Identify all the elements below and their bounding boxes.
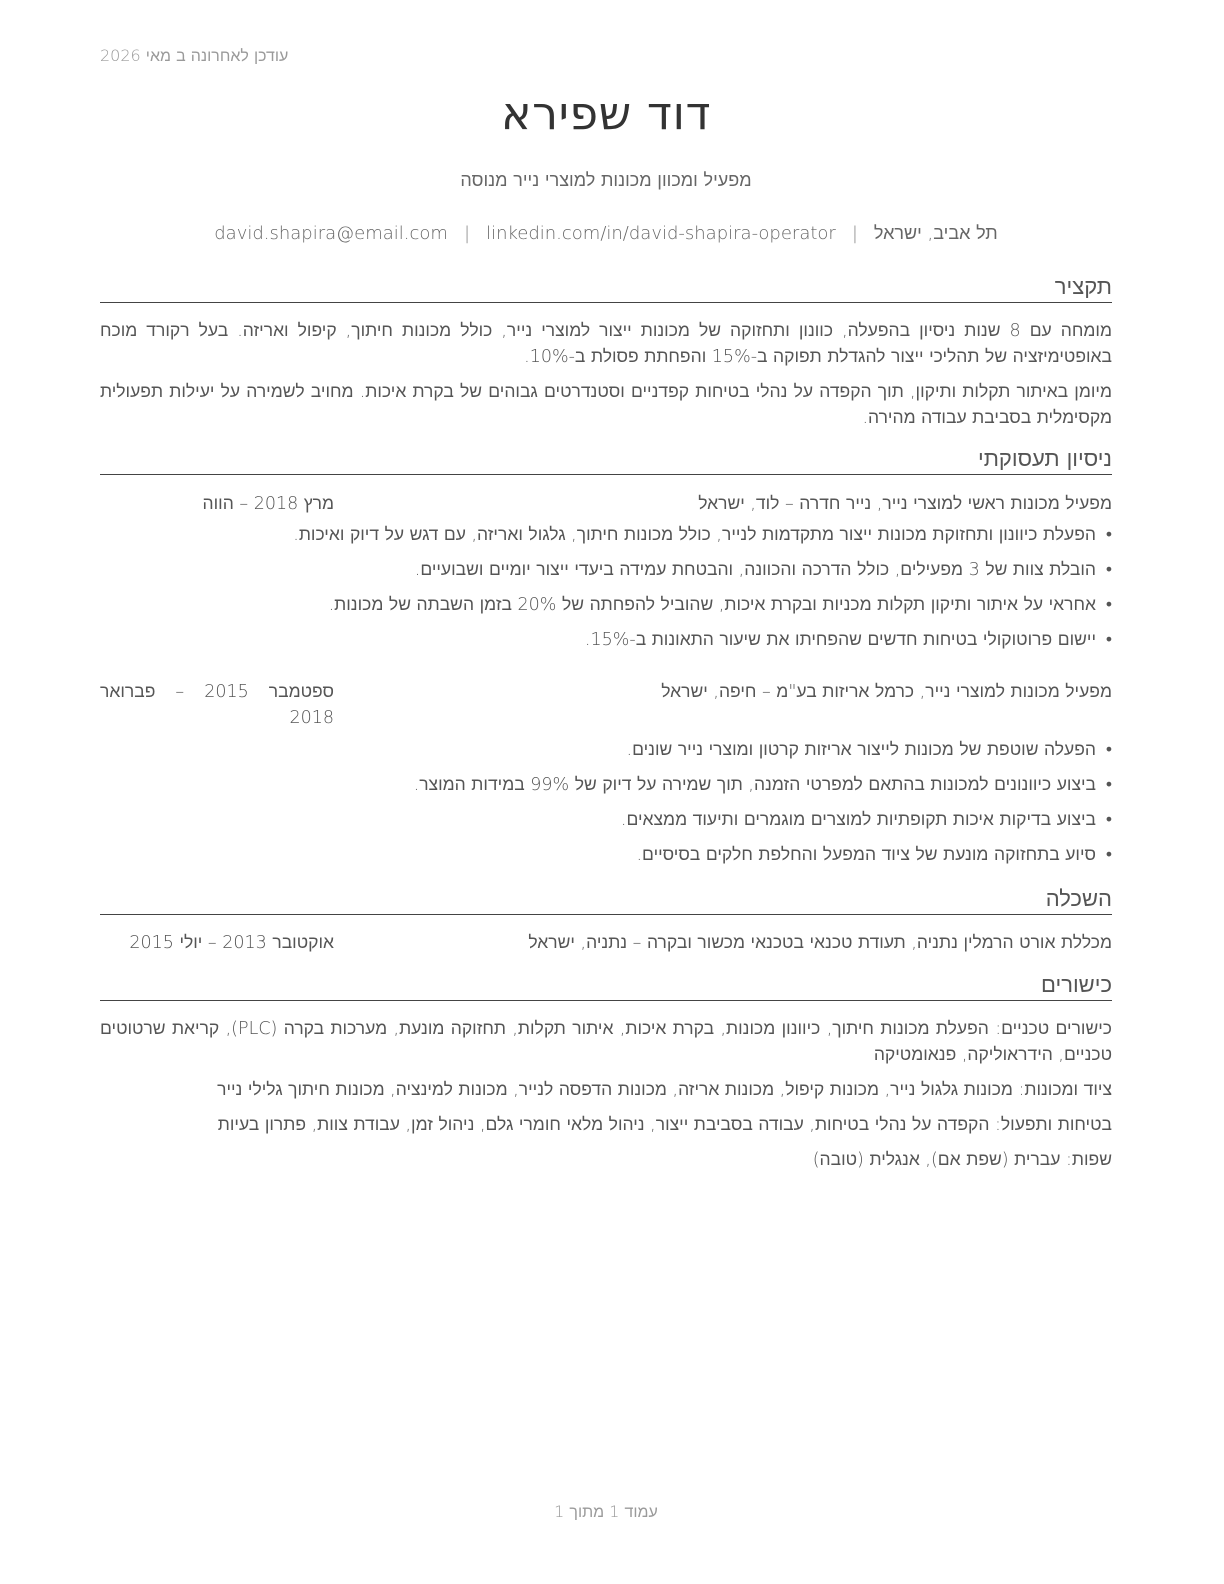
- job-bullets: [100, 522, 1112, 662]
- bullet-icon: •: [1105, 595, 1112, 615]
- job-bullets: [100, 737, 1112, 877]
- education-dates: אוקטובר 2013 – יולי 2015: [129, 933, 334, 953]
- section-title-skills: כישורים: [100, 972, 1112, 1001]
- list-item: • הובלת צוות של 3 מפעילים, כולל הדרכה והכוונה, והבטחת עמידה ביעדי ייצור יומיים ושבועיים.: [100, 557, 1112, 592]
- skills-line: ציוד ומכונות: מכונות גלגול נייר, מכונות קיפול, מכונות אריזה, מכונות הדפסה לנייר, מכונות למינציה, מכונות חיתוך גלילי נייר: [217, 1080, 1112, 1100]
- section-title-summary: תקציר: [100, 274, 1112, 303]
- list-item: • יישום פרוטוקולי בטיחות חדשים שהפחיתו את שיעור התאונות ב-15%.: [100, 627, 1112, 662]
- bullet-icon: •: [1105, 560, 1112, 580]
- contact-separator: |: [851, 223, 858, 244]
- contact-email[interactable]: david.shapira@email.com: [214, 223, 448, 244]
- list-item: • הפעלה שוטפת של מכונות לייצור אריזות קרטון ומוצרי נייר שונים.: [100, 737, 1112, 772]
- list-item: • סיוע בתחזוקה מונעת של ציוד המפעל והחלפת חלקים בסיסיים.: [100, 842, 1112, 877]
- skills-line: כישורים טכניים: הפעלת מכונות חיתוך, כיוונון מכונות, בקרת איכות, איתור תקלות, תחזוקה מונעת, מערכות בקרה (PLC), קריאת שרטוטים טכניים, הידראוליקה, פנאומטיקה: [100, 1019, 1112, 1065]
- bullet-icon: •: [1105, 740, 1112, 760]
- section-title-education: השכלה: [100, 886, 1112, 915]
- job-title: מפעיל מכונות למוצרי נייר, כרמל אריזות בע"מ – חיפה, ישראל: [661, 682, 1112, 702]
- job-dates: ספטמבר 2015 – פברואר 2018: [100, 682, 335, 728]
- bullet-icon: •: [1105, 775, 1112, 795]
- bullet-icon: •: [1105, 525, 1112, 545]
- section-title-experience: ניסיון תעסוקתי: [100, 446, 1112, 475]
- summary-paragraph: מומחה עם 8 שנות ניסיון בהפעלה, כוונון ותחזוקה של מכונות ייצור למוצרי נייר, כולל מכונות חיתוך, קיפול ואריזה. בעל רקורד מוכח באופטימיזציה של תהליכי ייצור להגדלת תפוקה ב-15% והפחתת פסולת ב-10%.: [100, 321, 1112, 367]
- job-header: [100, 491, 1112, 521]
- contact-line: [100, 223, 1112, 244]
- skills-line: שפות: עברית (שפת אם), אנגלית (טובה): [812, 1150, 1112, 1170]
- list-item: • אחראי על איתור ותיקון תקלות מכניות ובקרת איכות, שהוביל להפחתה של 20% בזמן השבתה של מכונות.: [100, 592, 1112, 627]
- bullet-icon: •: [1105, 630, 1112, 650]
- bullet-icon: •: [1105, 810, 1112, 830]
- resume-page: [100, 0, 1112, 1584]
- job-header: [100, 679, 1112, 735]
- summary-paragraph: מיומן באיתור תקלות ותיקון, תוך הקפדה על נהלי בטיחות קפדניים וסטנדרטים גבוהים של בקרת איכות. מחויב לשמירה על יעילות תפעולית מקסימלית בסביבת עבודה מהירה.: [100, 382, 1112, 428]
- education-entry: [100, 930, 1112, 960]
- last-updated: עודכן לאחרונה ב מאי 2026: [100, 46, 289, 65]
- candidate-name: דוד שפירא: [500, 86, 712, 140]
- bullet-icon: •: [1105, 845, 1112, 865]
- candidate-subtitle: מפעיל ומכוון מכונות למוצרי נייר מנוסה: [460, 170, 752, 191]
- contact-separator: |: [463, 223, 471, 244]
- page-number: עמוד 1 מתוך 1: [554, 1502, 658, 1521]
- contact-linkedin[interactable]: linkedin.com/in/david-shapira-operator: [486, 223, 836, 244]
- list-item: • ביצוע כיוונונים למכונות בהתאם למפרטי הזמנה, תוך שמירה על דיוק של 99% במידות המוצר.: [100, 772, 1112, 807]
- list-item: • הפעלת כיוונון ותחזוקת מכונות ייצור מתקדמות לנייר, כולל מכונות חיתוך, גלגול ואריזה, עם דגש על דיוק ואיכות.: [100, 522, 1112, 557]
- contact-location: תל אביב, ישראל: [873, 223, 998, 244]
- education-institution: מכללת אורט הרמלין נתניה, תעודת טכנאי בטכנאי מכשור ובקרה – נתניה, ישראל: [528, 933, 1112, 953]
- job-dates: מרץ 2018 – הווה: [202, 494, 334, 514]
- job-title: מפעיל מכונות ראשי למוצרי נייר, נייר חדרה – לוד, ישראל: [698, 494, 1112, 514]
- list-item: • ביצוע בדיקות איכות תקופתיות למוצרים מוגמרים ותיעוד ממצאים.: [100, 807, 1112, 842]
- skills-line: בטיחות ותפעול: הקפדה על נהלי בטיחות, עבודה בסביבת ייצור, ניהול מלאי חומרי גלם, ניהול זמן, עבודת צוות, פתרון בעיות: [217, 1115, 1112, 1135]
